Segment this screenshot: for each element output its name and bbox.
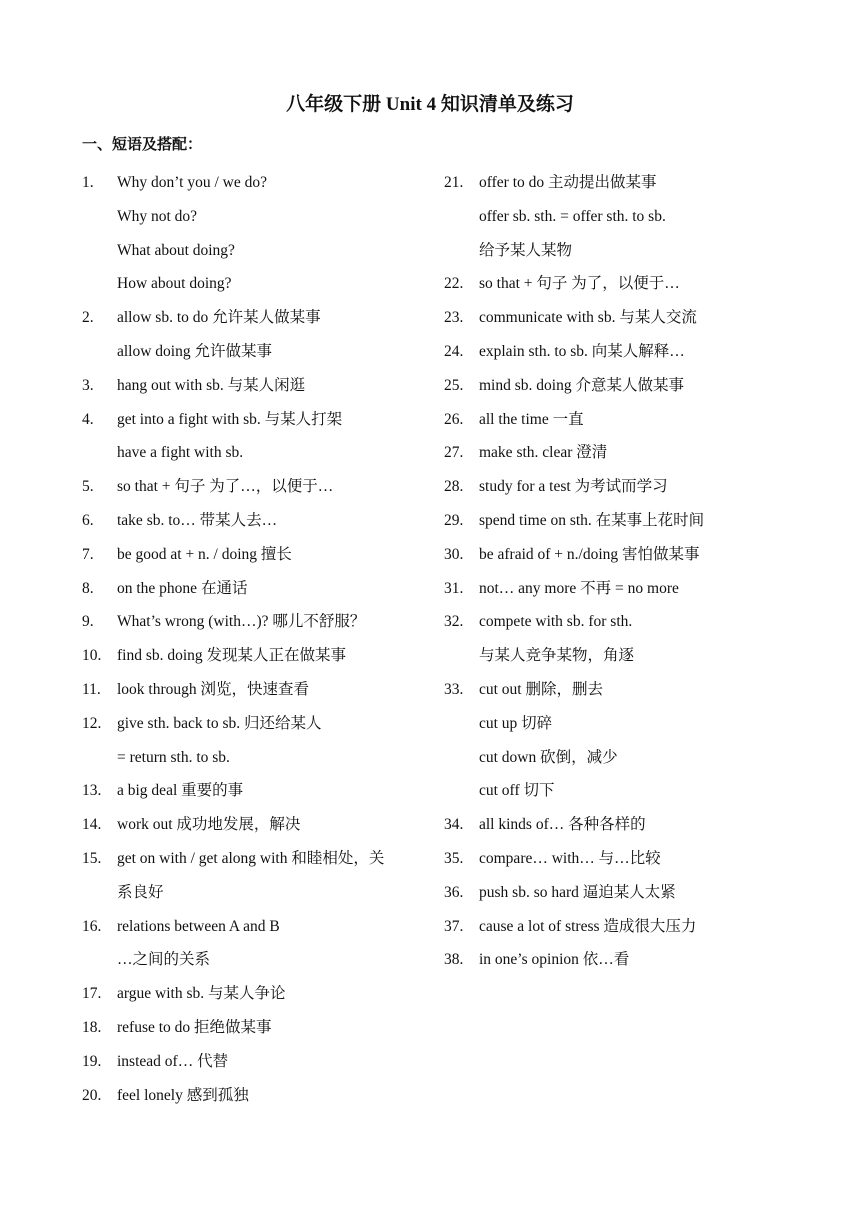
item-lines <box>117 842 442 910</box>
item-number: 36. <box>444 883 464 901</box>
item-text: be afraid of + n./doing 害怕做某事 <box>479 545 700 563</box>
item-number: 35. <box>444 849 464 867</box>
list-item <box>444 572 774 606</box>
list-item <box>444 436 774 470</box>
item-number: 29. <box>444 511 464 529</box>
item-number: 31. <box>444 579 464 597</box>
phrase-list-left <box>82 166 442 1112</box>
item-text: so that + 句子 为了…，以便于… <box>117 478 334 496</box>
list-item <box>82 301 442 369</box>
item-text: 给予某人某物 <box>479 241 573 259</box>
list-item <box>82 369 442 403</box>
item-text: explain sth. to sb. 向某人解释… <box>479 342 685 360</box>
item-lines <box>117 639 442 673</box>
list-item <box>82 808 442 842</box>
list-item <box>82 470 442 504</box>
item-number: 16. <box>82 917 102 935</box>
item-text: have a fight with sb. <box>117 444 244 462</box>
item-text: look through 浏览，快速查看 <box>117 680 310 698</box>
item-lines <box>117 1011 442 1045</box>
item-text: get into a fight with sb. 与某人打架 <box>117 410 343 428</box>
item-lines <box>479 267 774 301</box>
item-text: cut out 删除，删去 <box>479 680 603 698</box>
item-text: cause a lot of stress 造成很大压力 <box>479 917 697 935</box>
item-text: 系良好 <box>117 883 164 901</box>
section-heading: 一、短语及搭配： <box>82 137 203 153</box>
item-lines <box>479 335 774 369</box>
item-text: 与某人竞争某物，角逐 <box>479 647 635 665</box>
item-text: argue with sb. 与某人争论 <box>117 985 286 1003</box>
item-lines <box>479 369 774 403</box>
item-lines <box>117 572 442 606</box>
item-text: make sth. clear 澄清 <box>479 444 608 462</box>
item-number: 19. <box>82 1052 102 1070</box>
list-item <box>444 876 774 910</box>
item-text: instead of… 代替 <box>117 1052 229 1070</box>
item-text: spend time on sth. 在某事上花时间 <box>479 511 705 529</box>
list-item <box>82 1079 442 1113</box>
item-lines <box>479 842 774 876</box>
item-text: Why not do? <box>117 207 198 225</box>
item-number: 26. <box>444 410 464 428</box>
item-text: work out 成功地发展，解决 <box>117 816 301 834</box>
list-item <box>444 403 774 437</box>
list-item <box>444 335 774 369</box>
item-text: hang out with sb. 与某人闲逛 <box>117 376 306 394</box>
item-number: 25. <box>444 376 464 394</box>
item-lines <box>479 504 774 538</box>
item-number: 20. <box>82 1086 102 1104</box>
item-number: 38. <box>444 951 464 969</box>
list-item <box>444 369 774 403</box>
item-text: feel lonely 感到孤独 <box>117 1086 249 1104</box>
item-number: 30. <box>444 545 464 563</box>
item-text: compare… with… 与…比较 <box>479 849 661 867</box>
item-lines <box>479 166 774 267</box>
item-number: 37. <box>444 917 464 935</box>
item-number: 17. <box>82 985 102 1003</box>
list-item <box>444 673 774 808</box>
page-title: 八年级下册 Unit 4 知识清单及练习 <box>286 94 574 115</box>
item-number: 10. <box>82 647 102 665</box>
item-text: relations between A and B <box>117 917 280 935</box>
item-number: 11. <box>82 680 101 698</box>
item-text: Why don’t you / we do? <box>117 174 267 191</box>
list-item <box>444 943 774 977</box>
item-lines <box>117 504 442 538</box>
item-number: 23. <box>444 309 464 327</box>
item-number: 18. <box>82 1018 102 1036</box>
item-text: offer sb. sth. = offer sth. to sb. <box>479 207 666 225</box>
list-item <box>82 910 442 978</box>
item-lines <box>479 605 774 673</box>
list-item <box>82 605 442 639</box>
item-number: 28. <box>444 478 464 496</box>
item-text: compete with sb. for sth. <box>479 613 633 631</box>
item-text: cut down 砍倒，减少 <box>479 748 618 766</box>
item-lines <box>479 538 774 572</box>
item-number: 1. <box>82 174 94 191</box>
list-item <box>444 910 774 944</box>
item-text: cut off 切下 <box>479 782 555 800</box>
item-number: 2. <box>82 309 94 327</box>
item-text: allow doing 允许做某事 <box>117 342 272 360</box>
item-number: 32. <box>444 613 464 631</box>
item-number: 4. <box>82 410 94 428</box>
item-text: What about doing? <box>117 241 235 259</box>
phrase-list-right <box>444 166 774 977</box>
item-lines <box>479 808 774 842</box>
item-number: 34. <box>444 816 464 834</box>
item-number: 13. <box>82 782 102 800</box>
list-item <box>82 673 442 707</box>
item-text: so that + 句子 为了，以便于… <box>479 275 680 293</box>
item-text: get on with / get along with 和睦相处，关 <box>117 849 385 867</box>
list-item <box>82 639 442 673</box>
item-lines <box>117 1079 442 1113</box>
list-item <box>444 842 774 876</box>
list-item <box>444 470 774 504</box>
item-number: 21. <box>444 174 464 191</box>
item-number: 15. <box>82 849 102 867</box>
item-lines <box>479 943 774 977</box>
list-item <box>82 504 442 538</box>
item-text: offer to do 主动提出做某事 <box>479 174 657 191</box>
item-text: How about doing? <box>117 275 232 293</box>
item-lines <box>117 673 442 707</box>
item-text: push sb. so hard 逼迫某人太紧 <box>479 883 676 901</box>
item-text: study for a test 为考试而学习 <box>479 478 668 496</box>
item-text: allow sb. to do 允许某人做某事 <box>117 309 321 327</box>
item-text: be good at + n. / doing 擅长 <box>117 545 292 563</box>
item-text: find sb. doing 发现某人正在做某事 <box>117 647 347 665</box>
item-text: in one’s opinion 依…看 <box>479 951 630 969</box>
item-number: 33. <box>444 680 464 698</box>
item-lines <box>117 166 442 301</box>
list-item <box>82 977 442 1011</box>
list-item <box>444 538 774 572</box>
item-text: all kinds of… 各种各样的 <box>479 816 646 834</box>
item-lines <box>117 707 442 775</box>
item-lines <box>479 470 774 504</box>
item-text: a big deal 重要的事 <box>117 782 244 800</box>
list-item <box>444 166 774 267</box>
item-lines <box>117 369 442 403</box>
item-text: all the time 一直 <box>479 410 584 428</box>
item-text: What’s wrong (with…)? 哪儿不舒服？ <box>117 613 366 631</box>
item-lines <box>117 774 442 808</box>
item-lines <box>117 808 442 842</box>
item-text: …之间的关系 <box>117 951 211 969</box>
item-text: = return sth. to sb. <box>117 748 230 766</box>
item-lines <box>117 538 442 572</box>
list-item <box>444 267 774 301</box>
item-lines <box>479 876 774 910</box>
item-text: not… any more 不再 = no more <box>479 579 679 597</box>
item-lines <box>117 470 442 504</box>
item-number: 6. <box>82 511 94 529</box>
item-text: give sth. back to sb. 归还给某人 <box>117 714 322 732</box>
item-number: 14. <box>82 816 102 834</box>
item-lines <box>479 910 774 944</box>
item-number: 7. <box>82 545 94 563</box>
list-item <box>82 1045 442 1079</box>
item-text: cut up 切碎 <box>479 714 553 732</box>
list-item <box>82 166 442 301</box>
item-lines <box>117 910 442 978</box>
item-text: mind sb. doing 介意某人做某事 <box>479 376 684 394</box>
list-item <box>82 774 442 808</box>
list-item <box>82 707 442 775</box>
list-item <box>444 504 774 538</box>
item-lines <box>479 403 774 437</box>
item-number: 22. <box>444 275 464 293</box>
item-number: 3. <box>82 376 94 394</box>
item-number: 8. <box>82 579 94 597</box>
item-number: 24. <box>444 342 464 360</box>
list-item <box>82 1011 442 1045</box>
item-number: 5. <box>82 478 94 496</box>
item-number: 12. <box>82 714 102 732</box>
item-text: take sb. to… 带某人去… <box>117 511 278 529</box>
item-lines <box>117 403 442 471</box>
list-item <box>82 538 442 572</box>
item-lines <box>117 977 442 1011</box>
item-lines <box>479 436 774 470</box>
item-text: refuse to do 拒绝做某事 <box>117 1018 272 1036</box>
list-item <box>82 403 442 471</box>
list-item <box>82 842 442 910</box>
item-text: communicate with sb. 与某人交流 <box>479 309 697 327</box>
list-item <box>444 605 774 673</box>
item-lines <box>479 301 774 335</box>
item-lines <box>117 301 442 369</box>
item-lines <box>479 572 774 606</box>
item-lines <box>479 673 774 808</box>
item-lines <box>117 605 442 639</box>
list-item <box>82 572 442 606</box>
item-text: on the phone 在通话 <box>117 579 248 597</box>
item-number: 9. <box>82 613 94 631</box>
item-number: 27. <box>444 444 464 462</box>
list-item <box>444 808 774 842</box>
list-item <box>444 301 774 335</box>
item-lines <box>117 1045 442 1079</box>
